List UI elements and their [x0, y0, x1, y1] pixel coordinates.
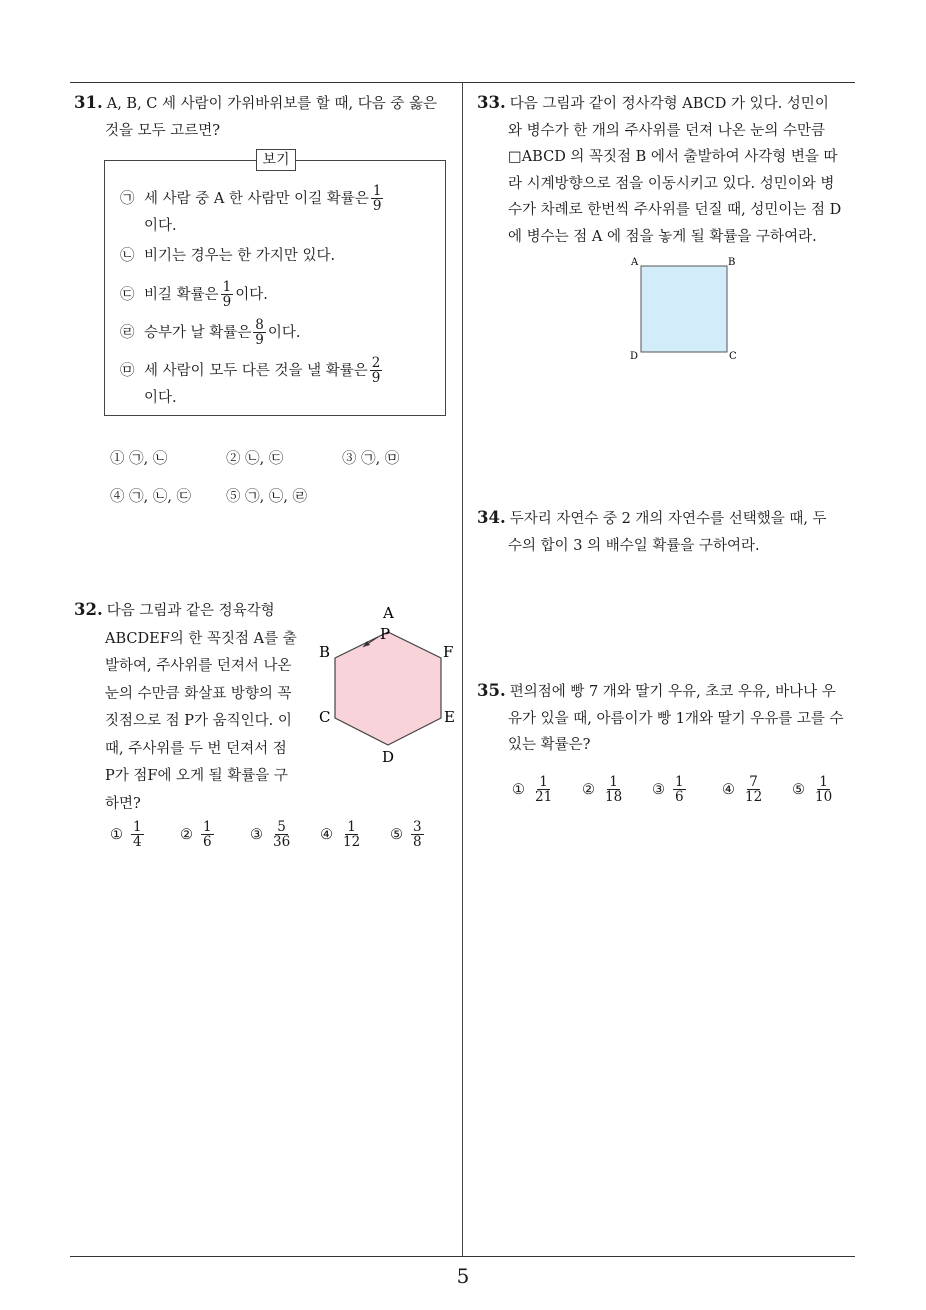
item-mark: ㉠ — [120, 190, 135, 207]
fraction-denominator: 9 — [255, 332, 264, 348]
question-line: 때, 주사위를 두 번 던져서 점 — [105, 740, 287, 757]
hexagon-figure — [310, 600, 460, 770]
question-line: 눈의 수만큼 화살표 방향의 꼭 — [105, 685, 292, 702]
fraction-numerator: 7 — [749, 774, 758, 790]
item-mark: ㉣ — [120, 324, 135, 341]
fraction-denominator: 9 — [222, 294, 232, 310]
question-stem-line: 것을 모두 고르면? — [105, 122, 221, 139]
fraction — [813, 775, 834, 804]
choice-mark: ② — [180, 826, 193, 843]
fraction — [271, 820, 292, 849]
fraction-numerator: 1 — [133, 819, 142, 835]
choice-1[interactable] — [110, 449, 167, 469]
choice-2[interactable] — [180, 820, 216, 849]
fraction — [253, 318, 266, 347]
item-text: 세 사람 중 A 한 사람만 이길 확률은 — [144, 190, 369, 207]
choice-mark: ④ — [110, 489, 125, 505]
vertex-label-c: C — [729, 351, 737, 362]
fraction-numerator: 1 — [372, 183, 382, 199]
choice-4[interactable] — [722, 775, 766, 804]
question-line: 하면? — [105, 795, 141, 812]
question-35 — [477, 678, 862, 759]
fraction-denominator: 6 — [675, 789, 684, 805]
fraction-denominator: 8 — [413, 834, 422, 850]
question-number: 31. — [74, 93, 103, 112]
question-line: P가 점F에 오게 될 확률을 구 — [105, 768, 288, 784]
fraction — [603, 775, 624, 804]
square-shape — [641, 266, 727, 352]
choice-5[interactable] — [792, 775, 836, 804]
vertex-label-d: D — [630, 351, 639, 362]
question-line: 다음 그림과 같은 정육각형 — [106, 603, 275, 619]
item-mark: ㉤ — [120, 362, 135, 379]
fraction-denominator: 12 — [343, 834, 361, 850]
fraction-numerator: 1 — [222, 279, 232, 295]
choice-mark: ① — [110, 826, 123, 843]
vertex-label-e: E — [444, 708, 455, 726]
choice-2[interactable] — [226, 449, 283, 469]
bogi-label: 보기 — [256, 149, 296, 171]
question-number: 34. — [477, 508, 506, 527]
vertex-label-f: F — [443, 643, 454, 661]
choice-mark: ① — [512, 781, 525, 798]
vertex-label-d: D — [382, 748, 395, 766]
fraction-denominator: 18 — [605, 789, 623, 805]
item-text-end: 이다. — [267, 324, 301, 341]
question-number: 33. — [477, 93, 506, 112]
fraction — [201, 820, 214, 849]
fraction — [533, 775, 554, 804]
choice-mark: ④ — [320, 826, 333, 843]
fraction-denominator: 4 — [133, 834, 142, 850]
choice-mark: ③ — [250, 826, 263, 843]
choice-1[interactable] — [110, 820, 146, 849]
question-33 — [477, 90, 862, 250]
choice-text: ㉠, ㉡, ㉣ — [245, 489, 308, 505]
fraction — [370, 356, 383, 385]
point-label-p: P — [380, 625, 391, 643]
vertex-label-a: A — [631, 257, 639, 268]
question-line: □ABCD 의 꼭짓점 B 에서 출발하여 사각형 변을 따 — [508, 149, 838, 165]
vertex-label-b: B — [728, 257, 736, 268]
item-text-end: 이다. — [235, 286, 268, 303]
fraction — [411, 820, 424, 849]
choice-3[interactable] — [342, 449, 399, 469]
fraction-numerator: 2 — [371, 355, 381, 371]
choice-mark: ③ — [652, 781, 665, 798]
choice-5[interactable] — [226, 487, 307, 507]
choice-5[interactable] — [390, 820, 426, 849]
vertex-label-b: B — [319, 643, 331, 661]
fraction-denominator: 21 — [535, 789, 553, 805]
fraction-numerator: 3 — [413, 819, 422, 835]
choice-3[interactable] — [652, 775, 688, 804]
fraction-numerator: 8 — [255, 317, 264, 333]
choice-text: ㉠, ㉡ — [129, 451, 168, 467]
fraction-denominator: 6 — [203, 834, 212, 850]
fraction-denominator: 9 — [372, 198, 382, 214]
question-line: 편의점에 빵 7 개와 딸기 우유, 초코 우유, 바나나 우 — [509, 684, 836, 700]
choice-text: ㉠, ㉡, ㉢ — [129, 489, 192, 505]
fraction — [371, 184, 384, 213]
question-line: 발하여, 주사위를 던져서 나온 — [105, 658, 292, 674]
fraction-denominator: 12 — [745, 789, 763, 805]
square-figure — [626, 254, 744, 366]
question-number: 32. — [74, 600, 103, 619]
item-text-continued: 이다. — [144, 390, 177, 406]
question-31 — [74, 90, 459, 144]
item-text: 비기는 경우는 한 가지만 있다. — [144, 248, 336, 264]
choice-4[interactable] — [320, 820, 364, 849]
question-line: 에 병수는 점 A 에 점을 놓게 될 확률을 구하여라. — [508, 228, 817, 245]
item-mark: ㉢ — [120, 286, 135, 303]
fraction-denominator: 10 — [815, 789, 833, 805]
choice-mark: ③ — [342, 451, 357, 467]
choice-mark: ⑤ — [792, 781, 805, 798]
vertex-label-a: A — [383, 604, 394, 622]
fraction-numerator: 1 — [539, 774, 548, 790]
question-line: 수의 합이 3 의 배수일 확률을 구하여라. — [508, 537, 760, 554]
column-divider — [462, 82, 463, 1256]
fraction-numerator: 1 — [347, 819, 356, 835]
fraction — [743, 775, 764, 804]
choice-mark: ② — [582, 781, 595, 798]
bottom-rule — [70, 1256, 855, 1257]
bogi-item-5 — [120, 356, 432, 411]
question-stem-line: A, B, C 세 사람이 가위바위보를 할 때, 다음 중 옳은 — [106, 96, 437, 112]
choice-3[interactable] — [250, 820, 294, 849]
choice-4[interactable] — [110, 487, 191, 507]
hexagon-shape — [335, 632, 441, 745]
choice-mark: ① — [110, 451, 125, 467]
choice-mark: ④ — [722, 781, 735, 798]
fraction — [673, 775, 686, 804]
item-text: 승부가 날 확률은 — [144, 324, 252, 341]
choice-text: ㉡, ㉢ — [245, 451, 284, 467]
page-number: 5 — [456, 1264, 470, 1288]
choice-text: ㉠, ㉤ — [361, 451, 400, 467]
choice-2[interactable] — [582, 775, 626, 804]
choice-mark: ⑤ — [226, 489, 241, 505]
bogi-item-4 — [120, 318, 432, 347]
question-32 — [74, 596, 314, 818]
fraction-numerator: 1 — [609, 774, 618, 790]
question-line: 짓점으로 점 P가 움직인다. 이 — [105, 713, 292, 729]
question-line: 두자리 자연수 중 2 개의 자연수를 선택했을 때, 두 — [509, 511, 827, 527]
fraction-denominator: 36 — [273, 834, 291, 850]
question-34 — [477, 505, 862, 559]
bogi-item-3 — [120, 280, 432, 309]
question-line: 와 병수가 한 개의 주사위를 던져 나온 눈의 수만큼 — [508, 122, 826, 139]
fraction-numerator: 1 — [819, 774, 828, 790]
item-text-continued: 이다. — [144, 218, 177, 234]
fraction-numerator: 5 — [277, 819, 286, 835]
item-mark: ㉡ — [120, 248, 135, 264]
fraction — [221, 280, 234, 309]
fraction — [131, 820, 144, 849]
fraction — [341, 820, 362, 849]
question-line: 있는 확률은? — [508, 737, 591, 753]
bogi-item-2 — [120, 243, 432, 269]
fraction-numerator: 1 — [203, 819, 212, 835]
choice-mark: ⑤ — [390, 826, 403, 843]
fraction-denominator: 9 — [371, 370, 381, 386]
fraction-numerator: 1 — [675, 774, 684, 790]
question-number: 35. — [477, 681, 506, 700]
question-line: ABCDEF의 한 꼭짓점 A를 출 — [105, 630, 297, 647]
vertex-label-c: C — [319, 708, 331, 726]
question-line: 다음 그림과 같이 정사각형 ABCD 가 있다. 성민이 — [509, 96, 829, 112]
question-line: 라 시계방향으로 점을 이동시키고 있다. 성민이와 병 — [508, 175, 835, 192]
item-text: 비길 확률은 — [144, 286, 219, 303]
choice-1[interactable] — [512, 775, 556, 804]
choice-mark: ② — [226, 451, 241, 467]
bogi-item-1 — [120, 184, 432, 239]
question-line: 수가 차례로 한번씩 주사위를 던질 때, 성민이는 점 D — [508, 202, 842, 218]
item-text: 세 사람이 모두 다른 것을 낼 확률은 — [144, 362, 368, 379]
question-line: 유가 있을 때, 아름이가 빵 1개와 딸기 우유를 고를 수 — [508, 710, 844, 727]
